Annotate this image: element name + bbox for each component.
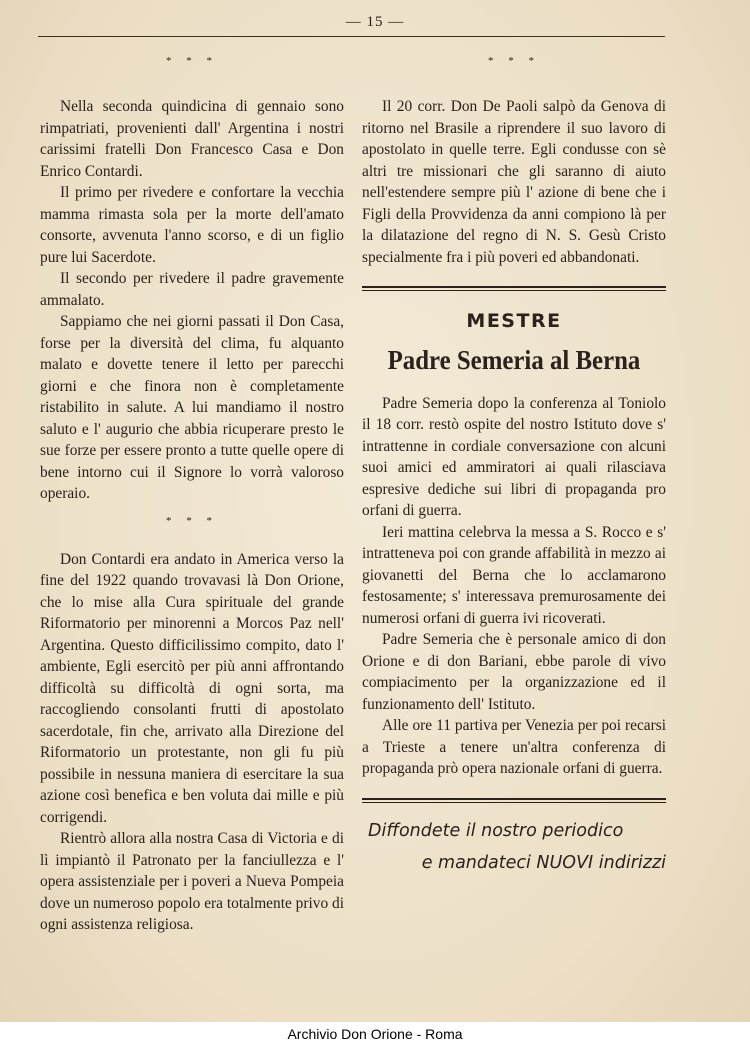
- header-rule: [38, 36, 665, 37]
- paragraph: Sappiamo che nei giorni passati il Don Casa, forse per la diversità del clima, fu alquanto malato e dovette tenere il letto per parecchi giorni e che finora non è completamente ristabilito in salute. A lui mandiamo il nostro saluto e l' augurio che abbia ricuperare presto le sue forze per essere pronto a tutte quelle opere di bene intorno cui il Signore lo vorrà valoroso operaio.: [40, 313, 344, 502]
- section-separator: * * *: [166, 55, 218, 67]
- article-headline: Padre Semeria al Berna: [387, 344, 641, 375]
- paragraph: Don Contardi era andato in America verso la fine del 1922 quando trovavasi là Don Orione, che lo mise alla Cura spirituale del grande Riformatorio per minorenni a Morcos Paz nell' Argentina. Questo difficilissimo compito, dato l' ambiente, Egli esercitò per più anni affrontando difficoltà su difficoltà di ogni sorta, ma raccogliendo consolanti frutti di apostolato sacerdotale, fin che, arrivato alla Direzione del Riformatorio un protestante, non gli fu più possibile in nessuna maniera di esercitare la sua azione così benefica e ben voluta dai mille e più corrigendi.: [40, 550, 344, 826]
- promo-notice: [362, 815, 666, 879]
- paragraph: Il 20 corr. Don De Paoli salpò da Genova di ritorno nel Brasile a riprendere il suo lavoro di apostolato in quelle terre. Egli condusse con sè altri tre missionari che gli saranno di aiuto nell'estendere sempre più l' azione di bene che i Figli della Provvidenza da anni compiono là per la dilatazione del regno di N. S. Gesù Cristo specialmente fra i più poveri ed abbandonati.: [362, 98, 666, 266]
- section-separator: * * *: [488, 55, 540, 67]
- promo-line: Diffondete il nostro periodico: [368, 820, 624, 841]
- paragraph: Padre Semeria dopo la conferenza al Toniolo il 18 corr. restò ospite del nostro Istituto dove s' intrattenne in cordiale conversazione con alcuni suoi amici ed ammiratori ai quali rilasciava espresive dediche sui libri di propaganda pro orfani di guerra.: [362, 394, 666, 519]
- page-number: — 15 —: [345, 14, 405, 30]
- double-rule-divider: [362, 286, 666, 291]
- paragraph: Alle ore 11 partiva per Venezia per poi recarsi a Trieste a tenere un'altra conferenza di propaganda prò opera nazionale orfani di guerra.: [362, 717, 666, 777]
- archive-label: Archivio Don Orione - Roma: [287, 1026, 463, 1042]
- paragraph: Ieri mattina celebrva la messa a S. Rocco e s' intratteneva poi con grande affabilità in mezzo ai giovanetti del Berna che lo acclamarono festosamente; s' interessava premurosamente dei numerosi orfani di guerra ivi ricoverati.: [362, 523, 666, 627]
- double-rule-divider: [362, 798, 666, 803]
- section-separator: * * *: [166, 514, 218, 527]
- right-column: [362, 50, 666, 879]
- left-column: [40, 50, 344, 936]
- paragraph: Rientrò allora alla nostra Casa di Victoria e di lì impiantò il Patronato per la fanciullezza e l' opera assistenziale per i poveri a Nueva Pompeia dove un numeroso popolo era totalmente privo di ogni assistenza religiosa.: [40, 830, 344, 933]
- section-label: MESTRE: [466, 310, 562, 332]
- paragraph: Il secondo per rivedere il padre gravemente ammalato.: [40, 270, 344, 309]
- paragraph: Padre Semeria che è personale amico di don Orione e di don Bariani, ebbe parole di vivo compiacimento per la organizzazione ed il funzionamento dell' Istituto.: [362, 631, 666, 713]
- paragraph: Il primo per rivedere e confortare la vecchia mamma rimasta sola per la morte dell'amato consorte, avvenuta l'anno scorso, e di un figlio pure lui Sacerdote.: [40, 184, 344, 266]
- promo-line: e mandateci NUOVI indirizzi: [421, 852, 666, 873]
- paragraph: Nella seconda quindicina di gennaio sono rimpatriati, provenienti dall' Argentina i nostri carissimi fratelli Don Francesco Casa e Don Enrico Contardi.: [40, 98, 344, 180]
